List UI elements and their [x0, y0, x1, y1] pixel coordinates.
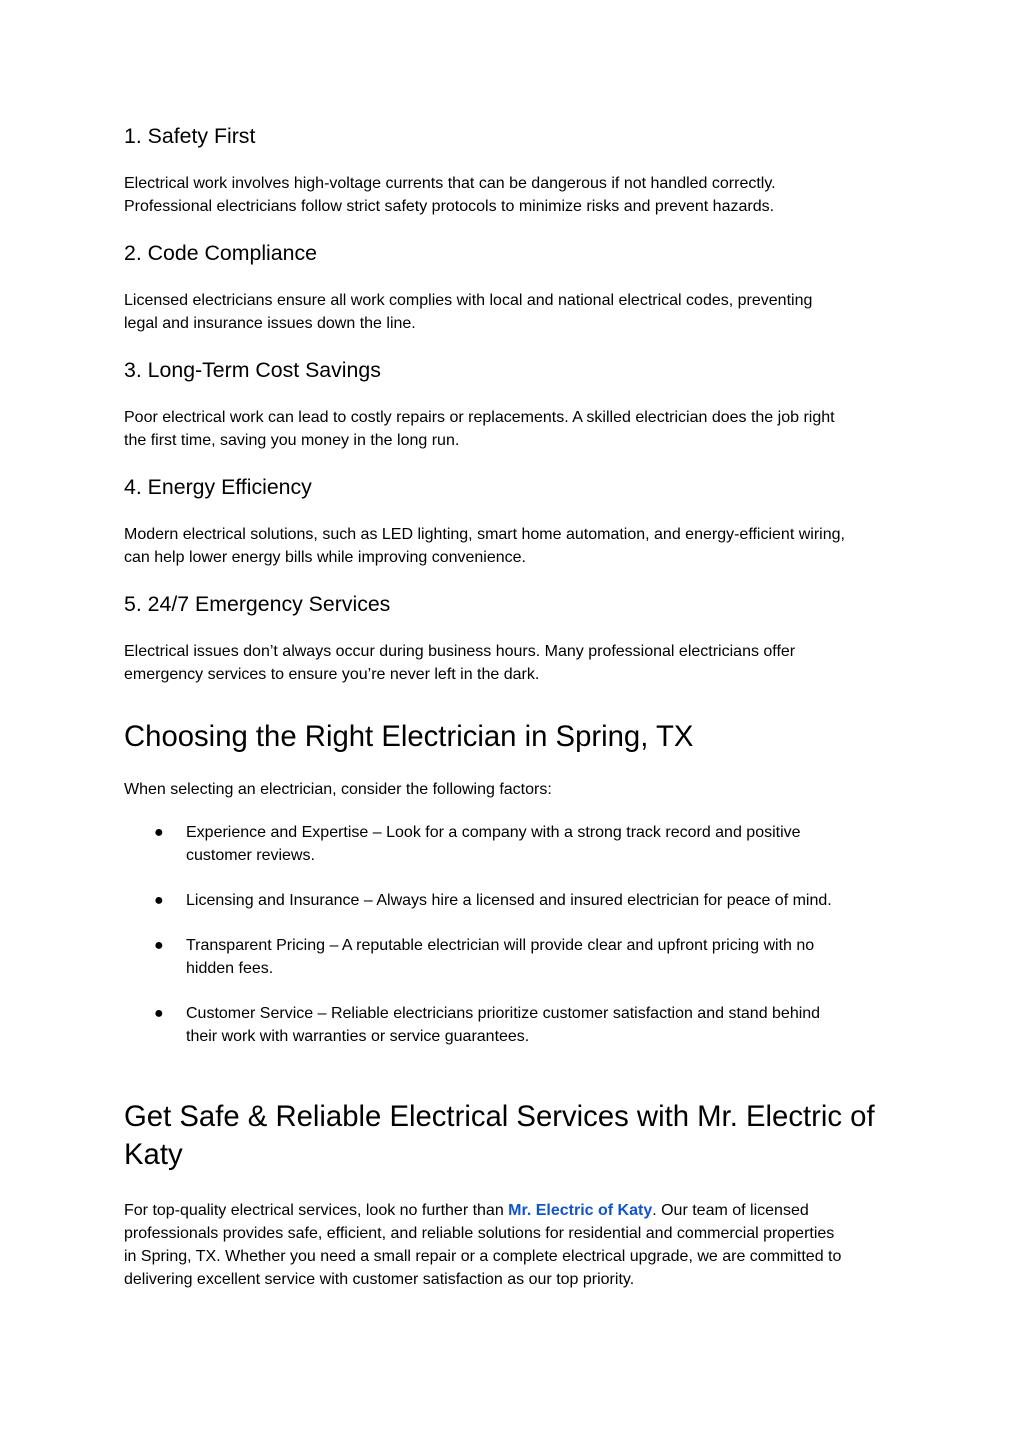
list-item-line: Customer Service – Reliable electricians prioritize customer satisfaction and stand behind [186, 1005, 821, 1022]
list-item-line: Experience and Expertise – Look for a company with a strong track record and positive [186, 824, 801, 841]
list-item [124, 934, 904, 980]
list-item [124, 821, 904, 867]
factors-list [124, 821, 904, 1048]
section-heading-energy: 4. Energy Efficiency [124, 475, 312, 499]
section-heading-cost: 3. Long-Term Cost Savings [124, 358, 381, 382]
body-line: the first time, saving you money in the long run. [124, 432, 460, 449]
bullet-icon: ● [154, 824, 164, 841]
section-body-safety [124, 172, 904, 218]
closing-text: professionals provides safe, efficient, and reliable solutions for residential and commercial properties [124, 1225, 835, 1242]
document-content [124, 120, 904, 1291]
bullet-icon: ● [154, 937, 164, 954]
body-line: Poor electrical work can lead to costly repairs or replacements. A skilled electrician does the job right [124, 409, 835, 426]
body-line: Electrical issues don’t always occur during business hours. Many professional electricians offer [124, 643, 796, 660]
mr-electric-link[interactable]: Mr. Electric of Katy [508, 1202, 653, 1219]
list-item-line: Transparent Pricing – A reputable electrician will provide clear and upfront pricing with no [186, 937, 815, 954]
closing-text: For top-quality electrical services, look no further than [124, 1202, 509, 1219]
bullet-icon: ● [154, 1005, 164, 1022]
list-item-line: Licensing and Insurance – Always hire a licensed and insured electrician for peace of mind. [186, 892, 832, 909]
section-body-energy [124, 523, 904, 569]
body-line: emergency services to ensure you’re never left in the dark. [124, 666, 540, 683]
closing-text: in Spring, TX. Whether you need a small repair or a complete electrical upgrade, we are committed to [124, 1248, 842, 1265]
list-item-line: customer reviews. [186, 847, 315, 864]
body-line: Professional electricians follow strict safety protocols to minimize risks and prevent hazards. [124, 198, 775, 215]
closing-text: . Our team of licensed [652, 1202, 809, 1219]
body-line: legal and insurance issues down the line. [124, 315, 416, 332]
section-heading-emergency: 5. 24/7 Emergency Services [124, 592, 391, 616]
body-line: Licensed electricians ensure all work complies with local and national electrical codes, preventing [124, 292, 813, 309]
closing-text: delivering excellent service with customer satisfaction as our top priority. [124, 1271, 635, 1288]
section-body-emergency [124, 640, 904, 686]
section-heading-safety: 1. Safety First [124, 124, 256, 148]
list-item [124, 889, 904, 912]
bullet-icon: ● [154, 892, 164, 909]
heading-line: Get Safe & Reliable Electrical Services with Mr. Electric of [124, 1100, 875, 1133]
list-item [124, 1002, 904, 1048]
section-body-code [124, 289, 904, 335]
body-line: can help lower energy bills while improving convenience. [124, 549, 526, 566]
choosing-intro: When selecting an electrician, consider the following factors: [124, 781, 552, 798]
body-line: Modern electrical solutions, such as LED lighting, smart home automation, and energy-efficient wiring, [124, 526, 845, 543]
section-body-cost [124, 406, 904, 452]
heading-closing [124, 1098, 904, 1174]
body-line: Electrical work involves high-voltage currents that can be dangerous if not handled correctly. [124, 175, 776, 192]
list-item-line: their work with warranties or service guarantees. [186, 1028, 530, 1045]
heading-choosing: Choosing the Right Electrician in Spring, TX [124, 720, 694, 753]
closing-paragraph [124, 1199, 904, 1291]
list-item-line: hidden fees. [186, 960, 274, 977]
heading-line: Katy [124, 1138, 183, 1171]
section-heading-code: 2. Code Compliance [124, 241, 317, 265]
